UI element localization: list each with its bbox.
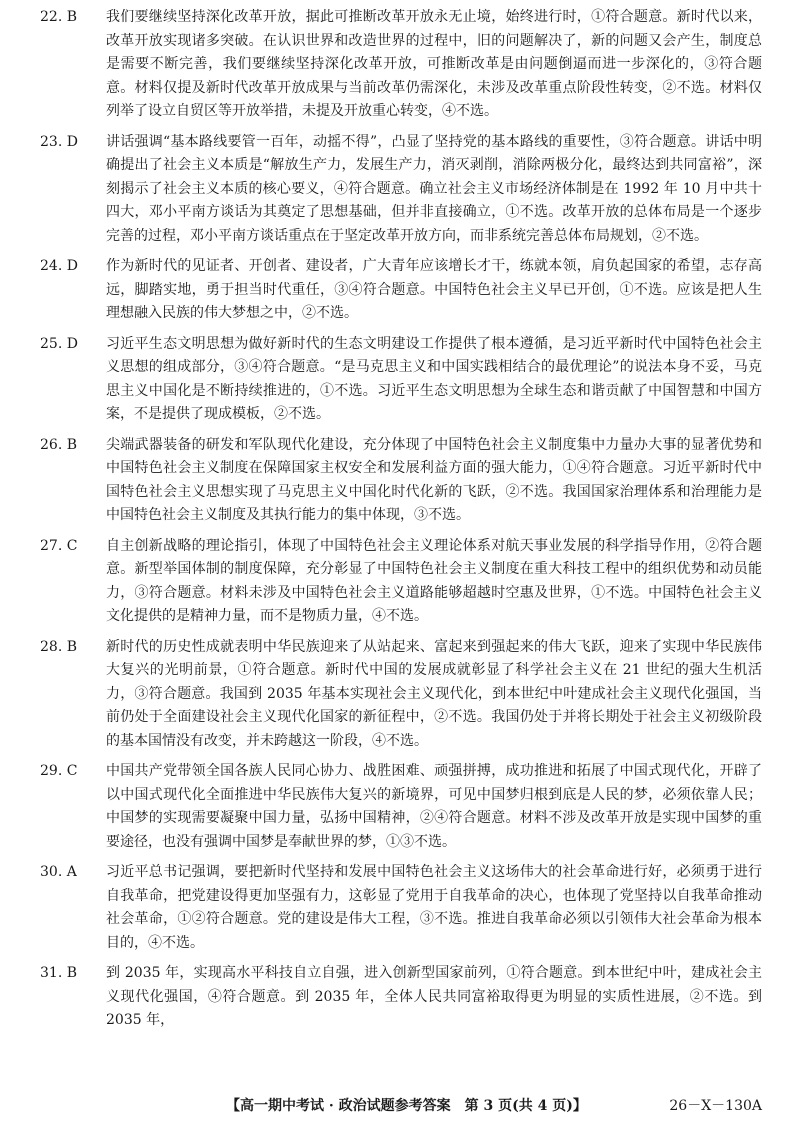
- answer-explanation: 作为新时代的见证者、开创者、建设者，广大青年应该增长才干，练就本领，肩负起国家的希望，志存高远，脚踏实地，勇于担当时代重任，③④符合题意。中国特色社会主义早已开创，①不选。应该是把人生理想融入民族的伟大梦想之中，②不选。: [106, 258, 762, 321]
- answer-explanation: 中国共产党带领全国各族人民同心协力、战胜困难、顽强拼搏，成功推进和拓展了中国式现代化，开辟了以中国式现代化全面推进中华民族伟大复兴的新境界，可见中国梦归根到底是人民的梦，必须依靠人民；中国梦的实现需要凝聚中国力量，弘扬中国精神，②④符合题意。材料不涉及改革开放是实现中国梦的重要途径，也没有强调中国梦是奉献世界的梦，①③不选。: [106, 763, 762, 850]
- question-number: 24. D: [40, 258, 78, 274]
- answer-list: [40, 6, 762, 1033]
- question-number: 26. B: [40, 436, 78, 453]
- answer-explanation: 到 2035 年，实现高水平科技自立自强，进入创新型国家前列，①符合题意。到本世纪中叶，建成社会主义现代化强国，④符合题意。到 2035 年，全体人民共同富裕取得更为明显的实质性进展，②不选。到 2035 年，: [106, 965, 762, 1028]
- answer-entry: [40, 760, 762, 854]
- answer-entry: [40, 636, 762, 754]
- answer-entry: [40, 434, 762, 528]
- answer-explanation: 尖端武器装备的研发和军队现代化建设，充分体现了中国特色社会主义制度集中力量办大事的显著优势和中国特色社会主义制度在保障国家主权安全和发展利益方面的强大能力，①④符合题意。习近平新时代中国特色社会主义思想实现了马克思主义中国化时代化新的飞跃，②不选。我国国家治理体系和治理能力是中国特色社会主义制度及其执行能力的集中体现，③不选。: [106, 436, 762, 523]
- answer-entry: [40, 255, 762, 326]
- answer-explanation: 我们要继续坚持深化改革开放，据此可推断改革开放永无止境，始终进行时，①符合题意。新时代以来，改革开放实现诸多突破。在认识世界和改造世界的过程中，旧的问题解决了，新的问题又会产生，制度总是需要不断完善，我们要继续坚持深化改革开放，可推断改革是由问题倒逼而进一步深化的，③符合题意。材料仅提及新时代改革开放成果与当前改革仍需深化，未涉及改革重点阶段性转变，②不选。材料仅列举了设立自贸区等开放举措，未提及开放重心转变，④不选。: [106, 9, 762, 119]
- page-footer: [40, 1096, 762, 1116]
- question-number: 27. C: [40, 537, 78, 554]
- footer-code: 26－X－130A: [669, 1098, 762, 1114]
- answer-entry: [40, 333, 762, 427]
- question-number: 23. D: [40, 133, 78, 150]
- answer-entry: [40, 535, 762, 629]
- answer-explanation: 讲话强调“基本路线要管一百年，动摇不得”，凸显了坚持党的基本路线的重要性，③符合题意。讲话中明确提出了社会主义本质是“解放生产力，发展生产力，消灭剥削，消除两极分化，最终达到共同富裕”，深刻揭示了社会主义本质的核心要义，④符合题意。确立社会主义市场经济体制是在 1992 年 10 月中共十四大，邓小平南方谈话为其奠定了思想基础，但并非直接确立，①不选。改革开放的总体布局是一个逐步完善的过程，邓小平南方谈话重点在于坚定改革开放方向，而非系统完善总体布局规划，②不选。: [106, 133, 762, 244]
- question-number: 22. B: [40, 9, 78, 25]
- footer-title: 【高一期中考试 · 政治试题参考答案 第 3 页(共 4 页)】: [226, 1098, 587, 1114]
- answer-entry: [40, 6, 762, 124]
- answer-explanation: 自主创新战略的理论指引，体现了中国特色社会主义理论体系对航天事业发展的科学指导作用，②符合题意。新型举国体制的制度保障，充分彰显了中国特色社会主义制度在重大科技工程中的组织优势和动员能力，③符合题意。材料未涉及中国特色社会主义道路能够超越时空惠及世界，①不选。中国特色社会主义文化提供的是精神力量，而不是物质力量，④不选。: [106, 537, 762, 624]
- answer-explanation: 习近平生态文明思想为做好新时代的生态文明建设工作提供了根本遵循，是习近平新时代中国特色社会主义思想的组成部分，③④符合题意。“是马克思主义和中国实践相结合的最优理论”的说法本身不妥，马克思主义中国化是不断持续推进的，①不选。习近平生态文明思想为全球生态和谐贡献了中国智慧和中国方案，不是提供了现成模板，②不选。: [106, 335, 762, 422]
- question-number: 31. B: [40, 965, 78, 981]
- answer-entry: [40, 131, 762, 249]
- question-number: 30. A: [40, 864, 77, 880]
- question-number: 28. B: [40, 638, 78, 655]
- answer-explanation: 习近平总书记强调，要把新时代坚持和发展中国特色社会主义这场伟大的社会革命进行好，必须勇于进行自我革命，把党建设得更加坚强有力，这彰显了党用于自我革命的决心，也体现了党坚持以自我革命推动社会革命，①②符合题意。党的建设是伟大工程，③不选。推进自我革命必须以引领伟大社会革命为根本目的，④不选。: [106, 864, 762, 951]
- answer-entry: [40, 962, 762, 1033]
- question-number: 29. C: [40, 763, 78, 779]
- question-number: 25. D: [40, 335, 78, 352]
- answer-entry: [40, 861, 762, 955]
- answer-explanation: 新时代的历史性成就表明中华民族迎来了从站起来、富起来到强起来的伟大飞跃，迎来了实现中华民族伟大复兴的光明前景，①符合题意。新时代中国的发展成就彰显了科学社会主义在 21 世纪的强大生机活力，③符合题意。我国到 2035 年基本实现社会主义现代化，到本世纪中叶建成社会主义现代化强国，当前仍处于全面建设社会主义现代化国家的新征程中，②不选。我国仍处于并将长期处于社会主义初级阶段的基本国情没有改变，并未跨越这一阶段，④不选。: [106, 638, 762, 749]
